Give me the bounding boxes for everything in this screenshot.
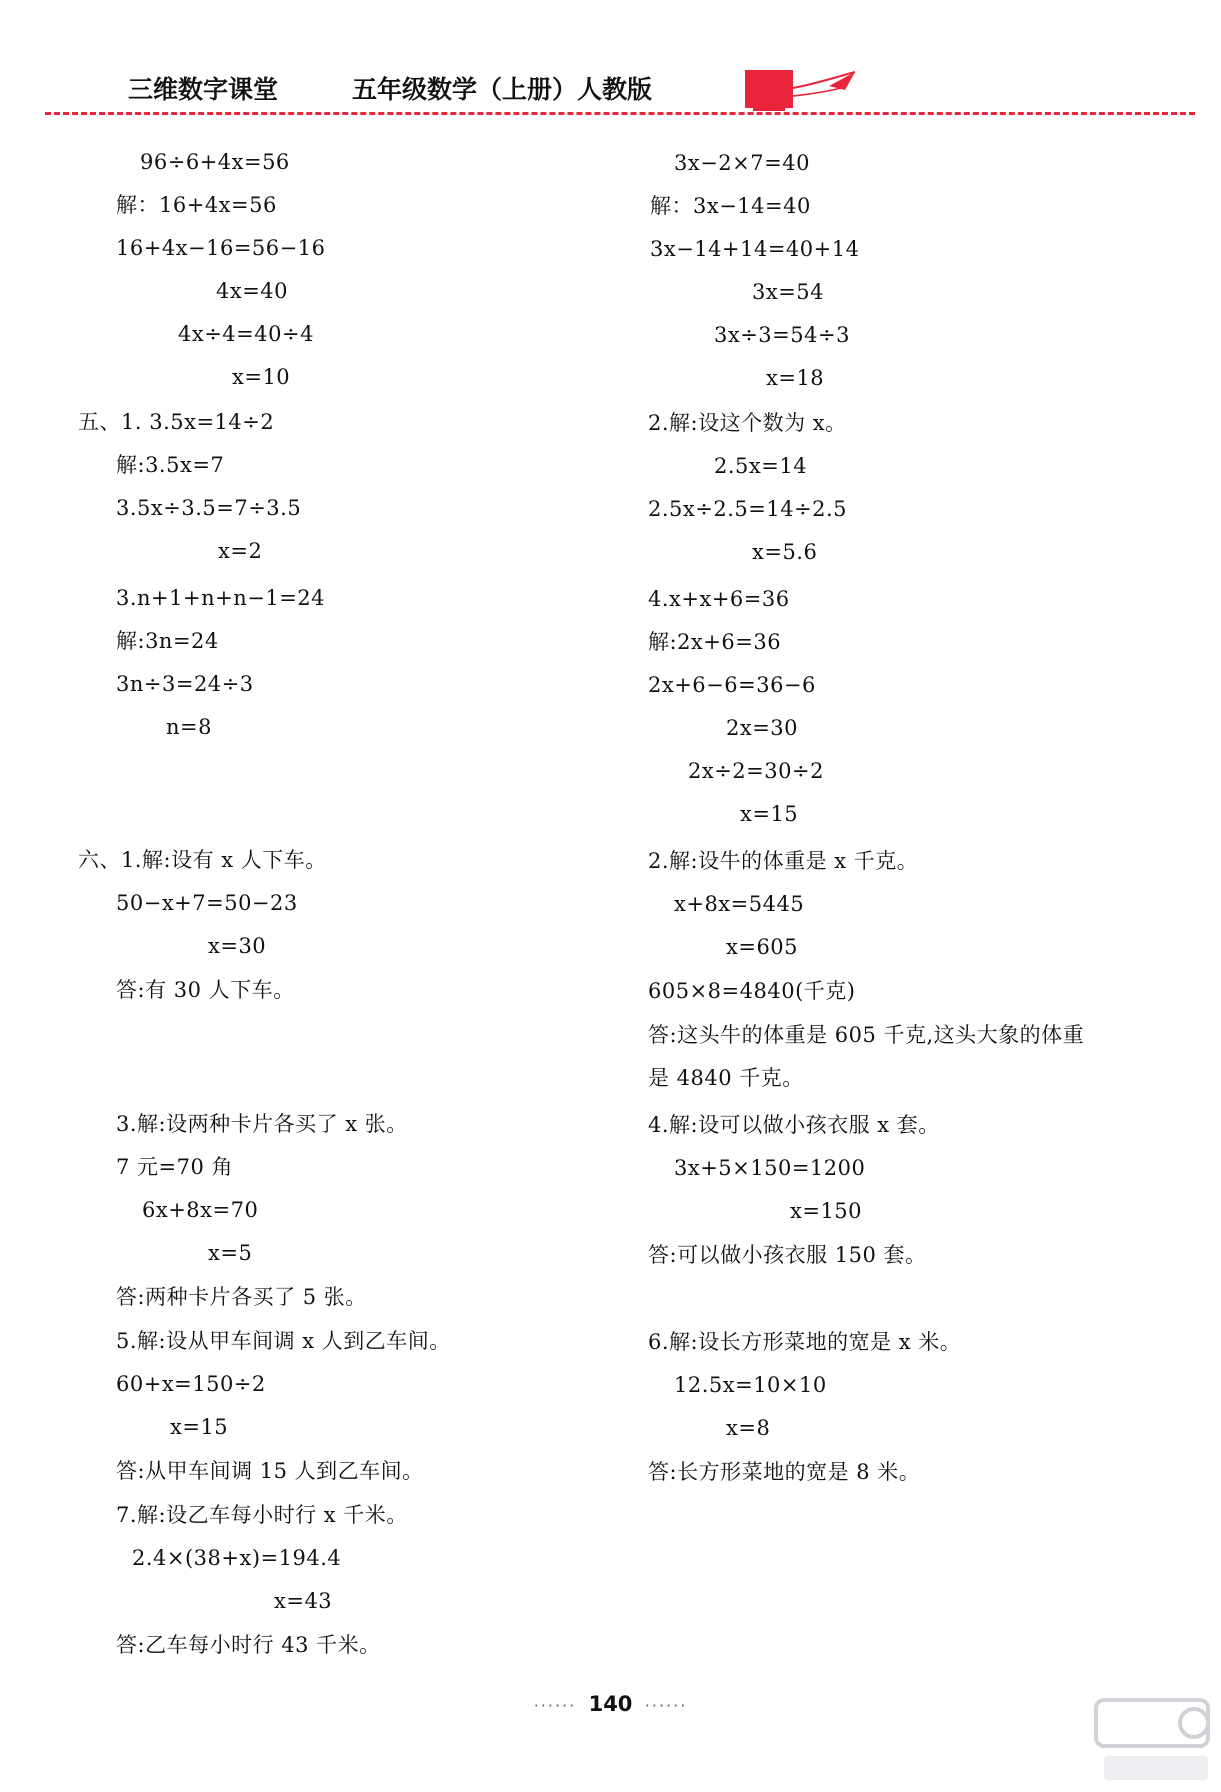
right-line: 4.解:设可以做小孩衣服 x 套。	[648, 1113, 940, 1137]
left-line: 解：16+4x=56	[116, 193, 277, 217]
rocket-logo-icon	[745, 68, 865, 114]
left-line: 3.解:设两种卡片各买了 x 张。	[116, 1112, 408, 1136]
right-line: 6.解:设长方形菜地的宽是 x 米。	[648, 1330, 962, 1354]
footer-dots-left: ······	[533, 1696, 577, 1715]
header-divider	[45, 112, 1195, 115]
right-line: x=5.6	[752, 540, 818, 564]
header-left-title: 三维数字课堂	[128, 75, 279, 104]
left-line: x=15	[170, 1415, 229, 1439]
watermark-icon	[1090, 1690, 1220, 1790]
right-line: 3x=54	[752, 280, 825, 304]
left-line: x=43	[274, 1589, 333, 1613]
right-line: 605×8=4840(千克)	[648, 979, 856, 1003]
left-line: 5.解:设从甲车间调 x 人到乙车间。	[116, 1329, 451, 1353]
left-line: 16+4x−16=56−16	[116, 236, 326, 260]
left-line: 答:从甲车间调 15 人到乙车间。	[116, 1459, 424, 1483]
left-line: 答:有 30 人下车。	[116, 978, 295, 1002]
footer-dots-right: ······	[644, 1696, 688, 1715]
right-line: 12.5x=10×10	[674, 1373, 827, 1397]
right-line: 2x=30	[726, 716, 799, 740]
right-line: 4.x+x+6=36	[648, 587, 790, 611]
left-line: 五、1. 3.5x=14÷2	[78, 410, 275, 434]
left-line: 7 元=70 角	[116, 1155, 234, 1179]
right-line: x=150	[790, 1199, 863, 1223]
left-line: 答:两种卡片各买了 5 张。	[116, 1285, 367, 1309]
right-line: 2.解:设这个数为 x。	[648, 411, 847, 435]
right-line: 答:长方形菜地的宽是 8 米。	[648, 1460, 921, 1484]
right-line: 2.5x=14	[714, 454, 808, 478]
right-line: 答:这头牛的体重是 605 千克,这头大象的体重	[648, 1023, 1085, 1047]
left-line: 答:乙车每小时行 43 千米。	[116, 1633, 381, 1657]
header-right-title: 五年级数学（上册）人教版	[352, 75, 653, 104]
left-line: 4x÷4=40÷4	[178, 322, 314, 346]
right-line: x=605	[726, 935, 799, 959]
left-line: 7.解:设乙车每小时行 x 千米。	[116, 1503, 408, 1527]
left-line: 60+x=150÷2	[116, 1372, 266, 1396]
right-line: 2x÷2=30÷2	[688, 759, 824, 783]
right-line: 2.解:设牛的体重是 x 千克。	[648, 849, 919, 873]
right-line: 2.5x÷2.5=14÷2.5	[648, 497, 848, 521]
left-line: x=30	[208, 934, 267, 958]
left-line: x=5	[208, 1241, 253, 1265]
right-line: 3x−2×7=40	[674, 151, 810, 175]
left-line: x=10	[232, 365, 291, 389]
right-line: 3x+5×150=1200	[674, 1156, 866, 1180]
left-line: 4x=40	[216, 279, 289, 303]
left-line: x=2	[218, 539, 263, 563]
right-line: 2x+6−6=36−6	[648, 673, 816, 697]
left-line: 3n÷3=24÷3	[116, 672, 254, 696]
right-line: 3x−14+14=40+14	[650, 237, 860, 261]
left-line: 2.4×(38+x)=194.4	[132, 1546, 342, 1570]
left-line: 50−x+7=50−23	[116, 891, 298, 915]
left-line: 3.n+1+n+n−1=24	[116, 586, 326, 610]
right-line: 解：3x−14=40	[650, 194, 811, 218]
right-line: 解:2x+6=36	[648, 630, 782, 654]
right-line: x=8	[726, 1416, 771, 1440]
left-line: 六、1.解:设有 x 人下车。	[78, 848, 327, 872]
right-line: x=18	[766, 366, 825, 390]
left-line: 6x+8x=70	[142, 1198, 259, 1222]
right-line: x=15	[740, 802, 799, 826]
left-line: 3.5x÷3.5=7÷3.5	[116, 496, 302, 520]
page-number: 140	[588, 1692, 633, 1716]
right-line: 3x÷3=54÷3	[714, 323, 850, 347]
left-line: 96÷6+4x=56	[140, 150, 290, 174]
page-number-footer	[0, 1692, 1221, 1716]
right-line: x+8x=5445	[674, 892, 805, 916]
right-line: 是 4840 千克。	[648, 1066, 804, 1090]
right-line: 答:可以做小孩衣服 150 套。	[648, 1243, 927, 1267]
left-line: n=8	[166, 715, 212, 739]
left-line: 解:3n=24	[116, 629, 219, 653]
left-line: 解:3.5x=7	[116, 453, 225, 477]
